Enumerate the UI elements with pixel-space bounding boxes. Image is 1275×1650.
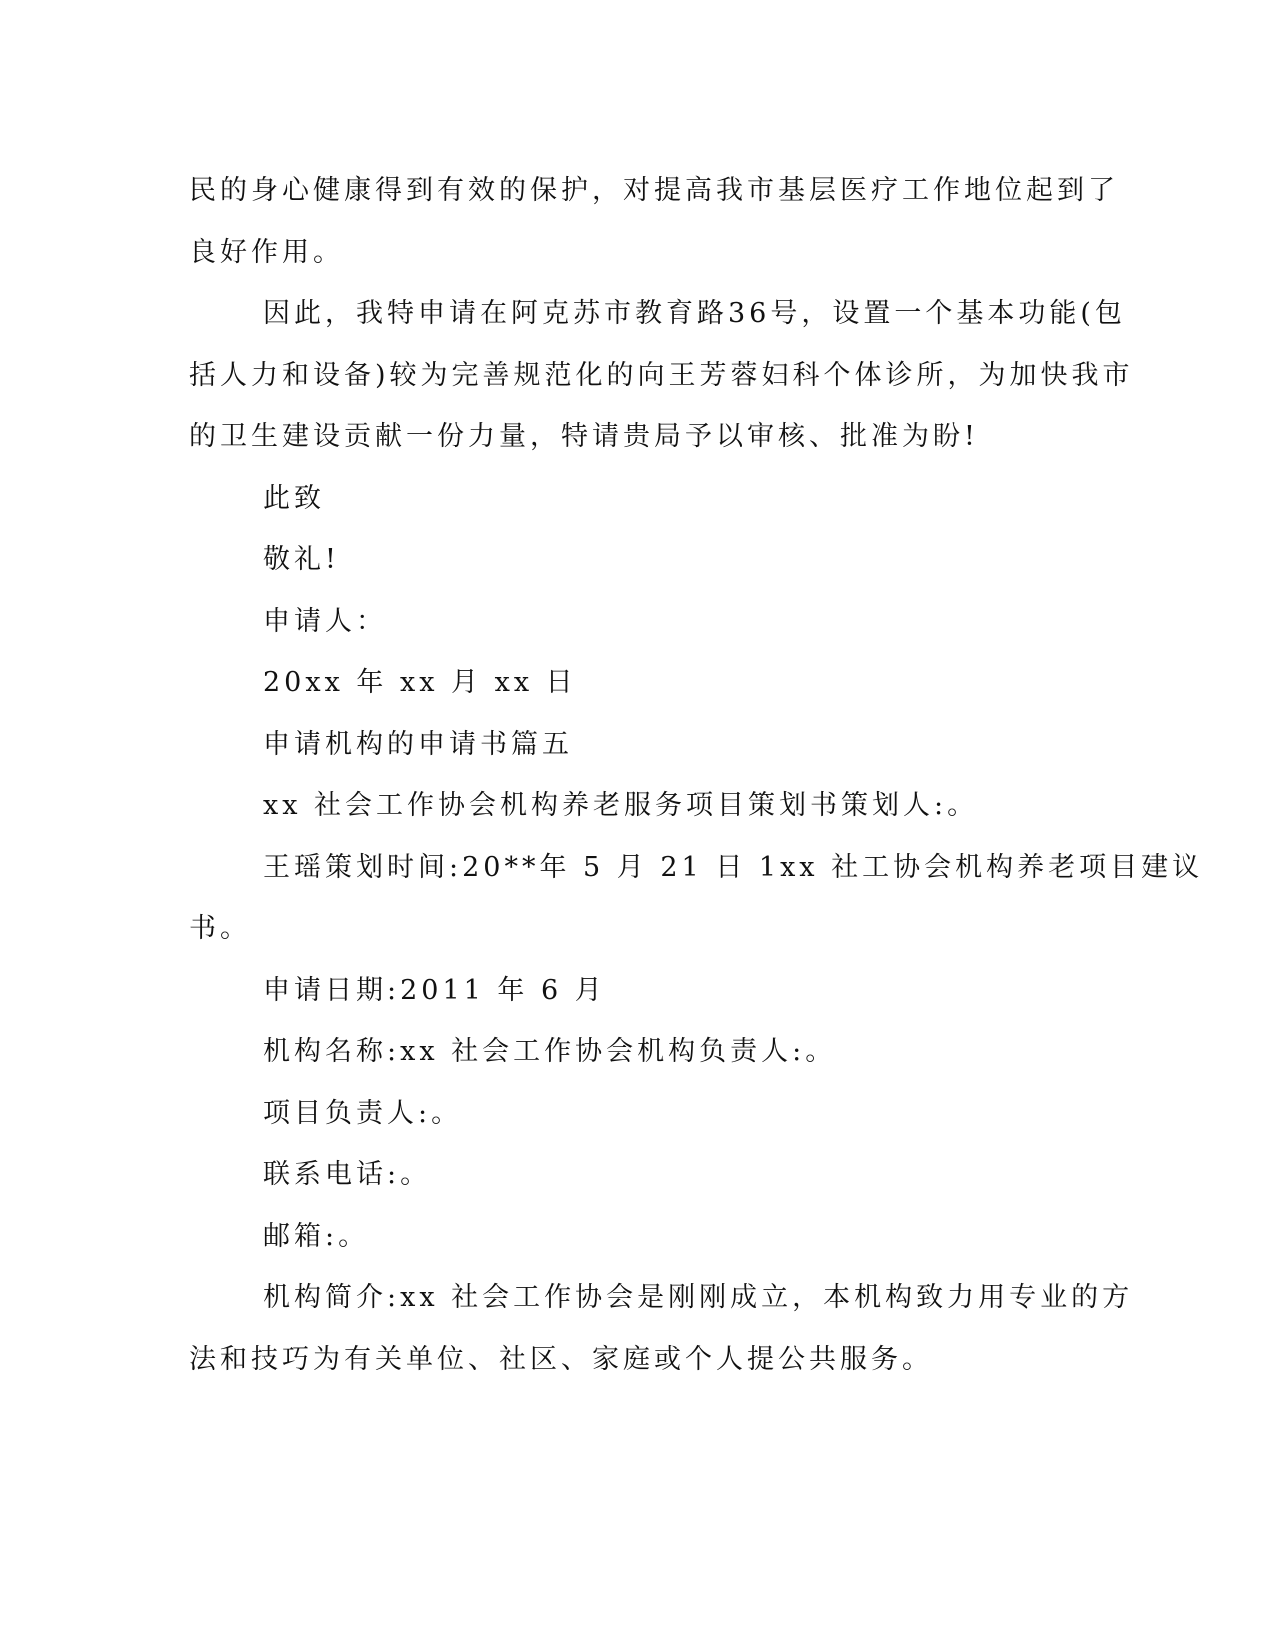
text-line: 机构名称:xx 社会工作协会机构负责人:。 xyxy=(263,1036,837,1067)
text-line: 书。 xyxy=(189,913,251,944)
phone-field xyxy=(189,1144,1069,1206)
application-date xyxy=(189,652,1069,714)
project-lead-field xyxy=(189,1083,1069,1145)
paragraph-application-request xyxy=(189,283,1134,468)
text-line: 机构简介:xx 社会工作协会是刚刚成立，本机构致力用专业的方 xyxy=(263,1282,1134,1313)
text-line: 申请机构的申请书篇五 xyxy=(263,728,573,760)
planner-info xyxy=(189,837,1204,960)
org-name-field xyxy=(189,1021,1069,1083)
text-line: 的卫生建设贡献一份力量，特请贵局予以审核、批准为盼! xyxy=(189,421,979,452)
email-field xyxy=(189,1206,1069,1268)
text-line: 法和技巧为有关单位、社区、家庭或个人提公共服务。 xyxy=(189,1343,933,1375)
apply-date-field xyxy=(189,960,1069,1022)
closing-greeting xyxy=(189,468,1069,530)
proposal-title xyxy=(189,775,1069,837)
text-line: 申请日期:2011 年 6 月 xyxy=(263,974,606,1006)
text-line: 联系电话:。 xyxy=(263,1159,432,1190)
org-intro xyxy=(189,1267,1134,1390)
document-body xyxy=(189,160,1204,1390)
text-line: 王瑶策划时间:20**年 5 月 21 日 1xx 社工协会机构养老项目建议 xyxy=(263,851,1204,883)
closing-salute xyxy=(189,529,1069,591)
text-line: xx 社会工作协会机构养老服务项目策划书策划人:。 xyxy=(263,790,979,821)
text-line: 敬礼! xyxy=(263,544,340,575)
text-line: 良好作用。 xyxy=(189,236,344,268)
text-line: 此致 xyxy=(263,482,325,514)
text-line: 20xx 年 xx 月 xx 日 xyxy=(263,667,577,698)
text-line: 因此，我特申请在阿克苏市教育路36号，设置一个基本功能(包 xyxy=(263,298,1126,329)
paragraph-health-continued xyxy=(189,160,1119,283)
text-line: 邮箱:。 xyxy=(263,1220,370,1252)
text-line: 括人力和设备)较为完善规范化的向王芳蓉妇科个体诊所，为加快我市 xyxy=(189,359,1134,391)
text-line: 申请人： xyxy=(263,605,387,637)
section-heading xyxy=(189,714,1069,776)
text-line: 项目负责人:。 xyxy=(263,1097,463,1129)
applicant-label xyxy=(189,591,1069,653)
text-line: 民的身心健康得到有效的保护，对提高我市基层医疗工作地位起到了 xyxy=(189,175,1119,206)
